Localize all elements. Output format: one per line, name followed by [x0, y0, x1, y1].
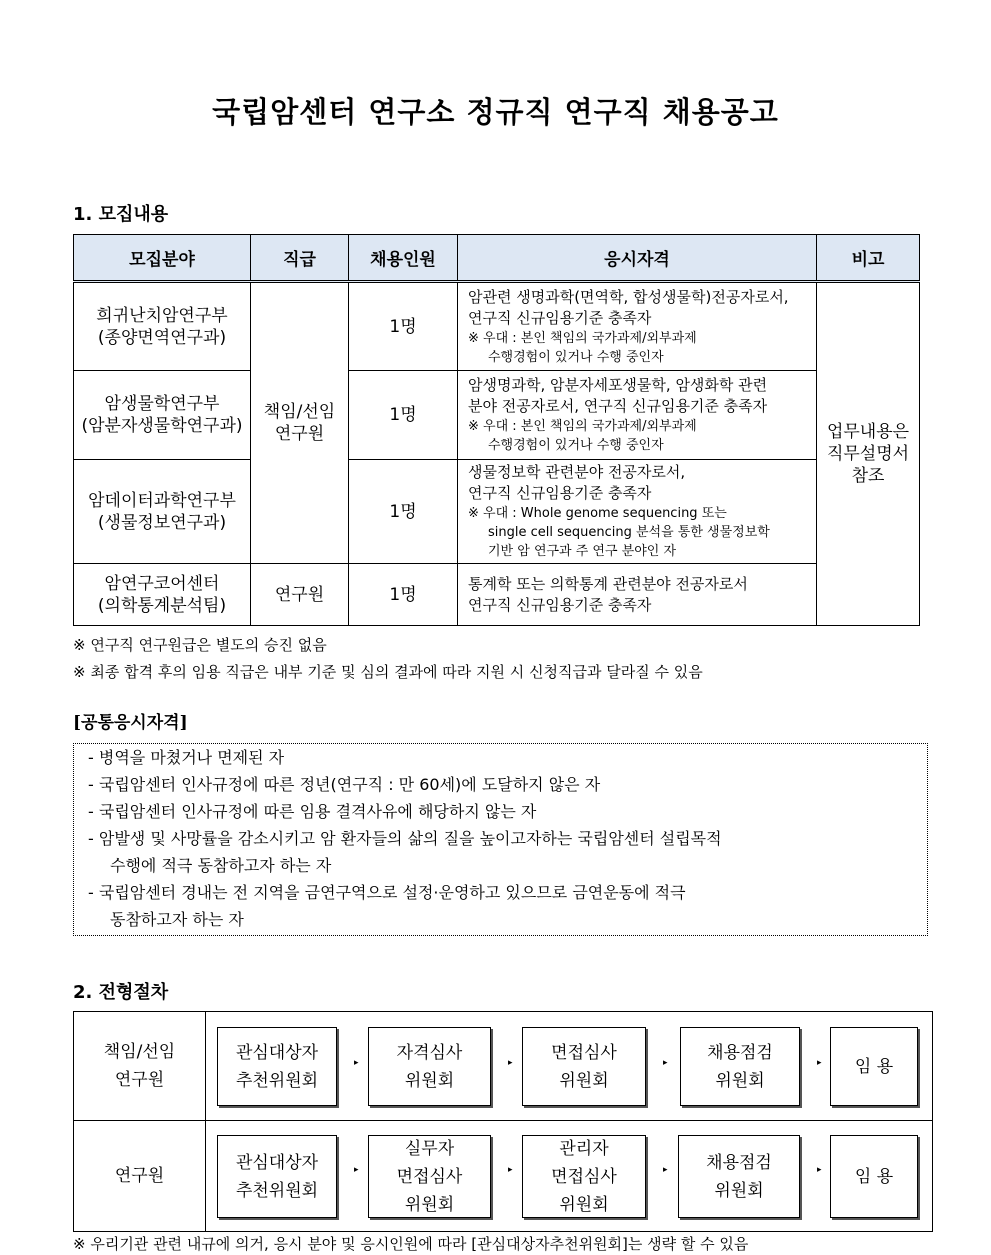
- qualification-cell: [458, 460, 817, 564]
- field-name: 암생물학연구부: [104, 394, 220, 414]
- grade-cell: [251, 282, 349, 564]
- remark-line: 직무설명서: [826, 444, 910, 464]
- field-cell: [74, 371, 251, 460]
- common-qualification-title: [공통응시자격]: [73, 713, 188, 733]
- step-line: 채용점검: [707, 1042, 773, 1063]
- arrow-icon: ▸: [663, 1058, 668, 1068]
- field-cell: [74, 282, 251, 371]
- list-item: [88, 879, 913, 933]
- grade-cell: 연구원: [251, 564, 349, 626]
- field-name: 암연구코어센터: [104, 573, 220, 594]
- step-box: [680, 1027, 800, 1106]
- header-count: 채용인원: [349, 235, 458, 282]
- list-item: - 국립암센터 인사규정에 따른 임용 결격사유에 해당하지 않는 자: [88, 802, 537, 821]
- arrow-icon: ▸: [817, 1165, 822, 1175]
- table-row: [74, 371, 920, 460]
- list-item-cont: 수행에 적극 동참하고자 하는 자: [110, 856, 332, 875]
- arrow-icon: ▸: [354, 1165, 359, 1175]
- qual-pref-cont: 수행경험이 있거나 수행 중인자: [488, 349, 664, 365]
- arrow-icon: ▸: [508, 1165, 513, 1175]
- step-box: [522, 1027, 646, 1106]
- table-header-row: [74, 235, 920, 282]
- list-item-line: - 암발생 및 사망률을 감소시키고 암 환자들의 삶의 질을 높이고자하는 국립암센터 설립목적: [88, 829, 722, 848]
- qual-line: 연구직 신규임용기준 충족자: [468, 484, 652, 502]
- qual-line: 연구직 신규임용기준 충족자: [468, 308, 652, 327]
- table-row: [74, 564, 920, 626]
- table-row: [74, 460, 920, 564]
- step-line: 위원회: [559, 1194, 609, 1215]
- field-name: 희귀난치암연구부: [96, 305, 228, 326]
- arrow-icon: ▸: [354, 1058, 359, 1068]
- header-grade: 직급: [251, 235, 349, 282]
- table-row: [74, 282, 920, 371]
- step-line: 위원회: [715, 1070, 765, 1091]
- grade-line: 연구원: [274, 424, 325, 444]
- field-sub: (생물정보연구과): [97, 512, 227, 533]
- list-item: - 국립암센터 인사규정에 따른 정년(연구직 : 만 60세)에 도달하지 않은 자: [88, 775, 601, 794]
- list-item-cont: 동참하고자 하는 자: [110, 910, 244, 929]
- header-remark: 비고: [817, 235, 920, 282]
- header-field: 모집분야: [74, 235, 251, 282]
- qual-line: 분야 전공자로서, 연구직 신규임용기준 충족자: [468, 397, 768, 415]
- qual-line: 통계학 또는 의학통계 관련분야 전공자로서: [468, 574, 748, 593]
- list-item: [88, 825, 913, 879]
- label-line: 책임/선임: [103, 1042, 176, 1062]
- divider: [205, 1012, 206, 1231]
- process-row-label: [74, 1038, 205, 1094]
- qual-line: 연구직 신규임용기준 충족자: [468, 595, 652, 614]
- label-line: 연구원: [114, 1070, 165, 1090]
- qual-line: 암생명과학, 암분자세포생물학, 암생화학 관련: [468, 376, 768, 394]
- process-diagram: [73, 1011, 933, 1232]
- section-recruitment-title: 1. 모집내용: [73, 204, 169, 225]
- qualification-cell: [458, 282, 817, 371]
- qualification-cell: [458, 564, 817, 626]
- step-line: 면접심사: [551, 1166, 617, 1187]
- step-box: [368, 1027, 491, 1106]
- step-line: 추천위원회: [235, 1180, 319, 1201]
- step-box: 임 용: [830, 1027, 918, 1106]
- count-cell: 1명: [349, 460, 458, 564]
- page-title: 국립암센터 연구소 정규직 연구직 채용공고: [212, 95, 779, 129]
- note-promotion: ※ 연구직 연구원급은 별도의 승진 없음: [73, 636, 327, 654]
- list-item-line: - 국립암센터 경내는 전 지역을 금연구역으로 설정·운영하고 있으므로 금연운동에 적극: [88, 883, 686, 902]
- step-box: [368, 1135, 491, 1218]
- remark-cell: [817, 282, 920, 626]
- footnote: ※ 우리기관 관련 내규에 의거, 응시 분야 및 응시인원에 따라 [관심대상자추천위원회]는 생략 할 수 있음: [73, 1235, 749, 1253]
- divider: [74, 1120, 932, 1121]
- step-line: 채용점검: [706, 1152, 772, 1173]
- count-cell: 1명: [349, 282, 458, 371]
- count-cell: 1명: [349, 564, 458, 626]
- arrow-icon: ▸: [508, 1058, 513, 1068]
- note-grade: ※ 최종 합격 후의 임용 직급은 내부 기준 및 심의 결과에 따라 지원 시 신청직급과 달라질 수 있음: [73, 663, 703, 681]
- step-line: 추천위원회: [235, 1070, 319, 1091]
- qual-pref: ※ 우대 : 본인 책임의 국가과제/외부과제: [468, 330, 697, 346]
- remark-line: 업무내용은: [826, 422, 910, 442]
- step-line: 관리자: [559, 1138, 609, 1159]
- count-cell: 1명: [349, 371, 458, 460]
- qual-line: 암관련 생명과학(면역학, 합성생물학)전공자로서,: [468, 287, 789, 306]
- step-line: 면접심사: [396, 1166, 463, 1187]
- step-line: 위원회: [559, 1070, 609, 1091]
- list-item: - 병역을 마쳤거나 면제된 자: [88, 748, 285, 767]
- recruitment-table: [73, 234, 920, 626]
- section-process-title: 2. 전형절차: [73, 982, 169, 1003]
- step-line: 관심대상자: [235, 1042, 319, 1063]
- common-qualification-box: [73, 743, 928, 936]
- qualification-cell: [458, 371, 817, 460]
- field-sub: (의학통계분석팀): [97, 595, 227, 616]
- step-box: [678, 1135, 800, 1218]
- step-box: [522, 1135, 646, 1218]
- remark-line: 참조: [851, 466, 885, 486]
- step-box: [217, 1135, 337, 1218]
- step-box: [217, 1027, 337, 1106]
- step-line: 위원회: [714, 1180, 764, 1201]
- step-line: 면접심사: [551, 1042, 617, 1063]
- step-box: 임 용: [830, 1135, 918, 1218]
- qual-pref-cont: single cell sequencing 분석을 통한 생물정보학: [488, 525, 770, 540]
- step-line: 실무자: [404, 1138, 455, 1159]
- field-sub: (암분자생물학연구과): [81, 416, 243, 436]
- header-qualification: 응시자격: [458, 235, 817, 282]
- step-line: 위원회: [404, 1194, 455, 1215]
- qual-pref-cont: 기반 암 연구과 주 연구 분야인 자: [488, 544, 677, 559]
- qual-line: 생물정보학 관련분야 전공자로서,: [468, 463, 686, 481]
- field-cell: [74, 564, 251, 626]
- field-sub: (종양면역연구과): [97, 327, 227, 348]
- field-name: 암데이터과학연구부: [88, 490, 236, 511]
- arrow-icon: ▸: [817, 1058, 822, 1068]
- field-cell: [74, 460, 251, 564]
- step-line: 위원회: [404, 1070, 455, 1091]
- step-line: 자격심사: [396, 1042, 463, 1063]
- arrow-icon: ▸: [663, 1165, 668, 1175]
- step-line: 관심대상자: [235, 1152, 319, 1173]
- process-row-label: 연구원: [114, 1166, 165, 1186]
- qual-pref: ※ 우대 : Whole genome sequencing 또는: [468, 506, 727, 521]
- qual-pref-cont: 수행경험이 있거나 수행 중인자: [488, 438, 664, 453]
- qual-pref: ※ 우대 : 본인 책임의 국가과제/외부과제: [468, 419, 697, 434]
- grade-line: 책임/선임: [263, 402, 336, 422]
